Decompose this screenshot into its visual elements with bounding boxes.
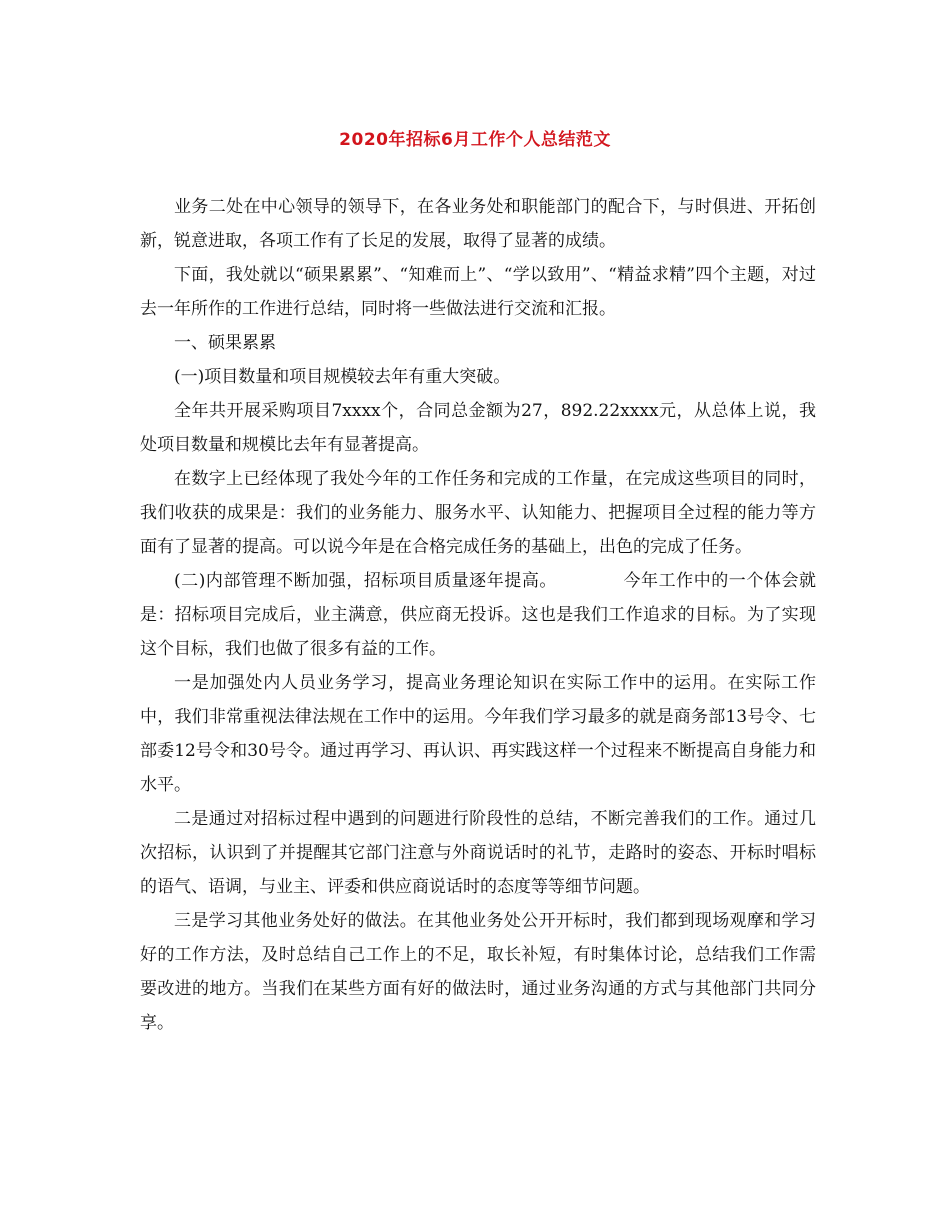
paragraph-7-text: 今年工作中的一个体会就是：招标项目完成后，业主满意，供应商无投诉。这也是我们工作追求的目标。为了实现这个目标，我们也做了很多有益的工作。 <box>140 571 816 659</box>
paragraph-9: 二是通过对招标过程中遇到的问题进行阶段性的总结，不断完善我们的工作。通过几次招标，认识到了并提醒其它部门注意与外商说话时的礼节，走路时的姿态、开标时唱标的语气、语调，与业主、评委和供应商说话时的态度等等细节问题。 <box>140 809 816 897</box>
document-body <box>140 190 816 1040</box>
subsection-heading-1: (一)项目数量和项目规模较去年有重大突破。 <box>174 367 511 387</box>
paragraph-8: 一是加强处内人员业务学习，提高业务理论知识在实际工作中的运用。在实际工作中，我们非常重视法律法规在工作中的运用。今年我们学习最多的就是商务部13号令、七部委12号令和30号令。通过再学习、再认识、再实践这样一个过程来不断提高自身能力和水平。 <box>140 673 816 795</box>
paragraph-7 <box>140 564 816 666</box>
paragraph-6: 在数字上已经体现了我处今年的工作任务和完成的工作量，在完成这些项目的同时，我们收获的成果是：我们的业务能力、服务水平、认知能力、把握项目全过程的能力等方面有了显著的提高。可以说今年是在合格完成任务的基础上，出色的完成了任务。 <box>140 469 816 557</box>
paragraph-5: 全年共开展采购项目7xxxx个，合同总金额为27，892.22xxxx元，从总体上说，我处项目数量和规模比去年有显著提高。 <box>140 401 816 455</box>
section-heading-1: 一、硕果累累 <box>174 333 276 353</box>
document-title: 2020年招标6月工作个人总结范文 <box>339 130 611 150</box>
subsection-heading-2: (二)内部管理不断加强，招标项目质量逐年提高。 <box>174 571 557 591</box>
paragraph-2: 下面，我处就以“硕果累累”、“知难而上”、“学以致用”、“精益求精”四个主题，对过去一年所作的工作进行总结，同时将一些做法进行交流和汇报。 <box>140 265 816 319</box>
paragraph-1: 业务二处在中心领导的领导下，在各业务处和职能部门的配合下，与时俱进、开拓创新，锐意进取，各项工作有了长足的发展，取得了显著的成绩。 <box>140 197 816 251</box>
paragraph-10: 三是学习其他业务处好的做法。在其他业务处公开开标时，我们都到现场观摩和学习好的工作方法，及时总结自己工作上的不足，取长补短，有时集体讨论，总结我们工作需要改进的地方。当我们在某些方面有好的做法时，通过业务沟通的方式与其他部门共同分享。 <box>140 911 816 1033</box>
